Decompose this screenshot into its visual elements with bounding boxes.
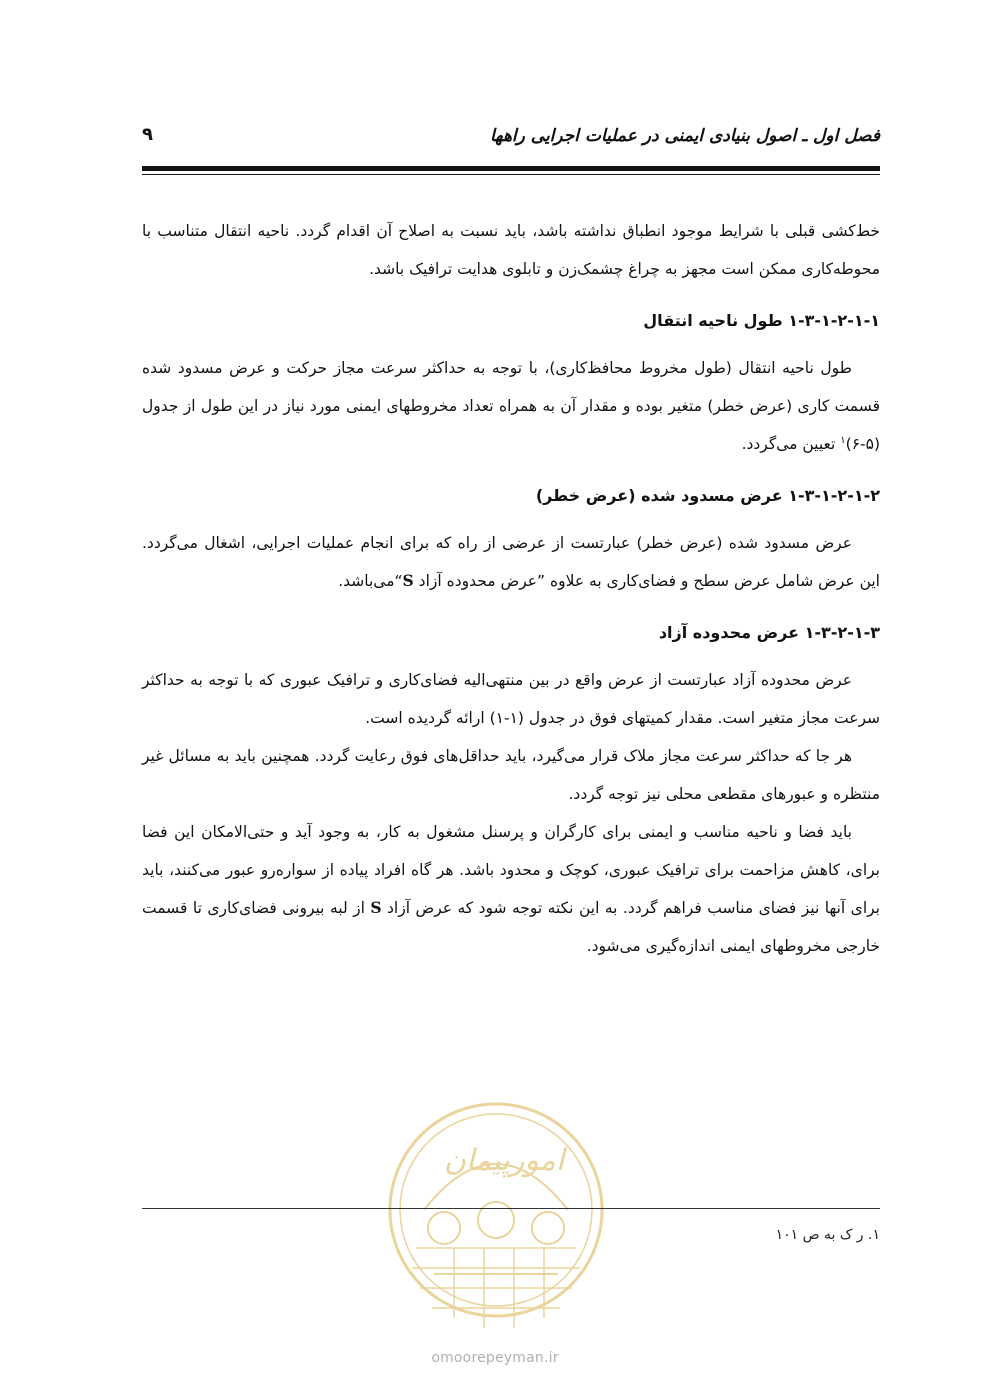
paragraph: هر جا که حداکثر سرعت مجاز ملاک قرار می‌گیرد، باید حداقل‌های فوق رعایت گردد. همچنین باید به مسائل غیر منتظره و عبورهای مقطعی محلی نیز توجه گردد. [142, 747, 880, 803]
footnote-marker[interactable]: ۱ [840, 434, 846, 446]
page-number: ۹ [142, 124, 153, 145]
paragraph-text: تعیین می‌گردد. [741, 435, 841, 453]
paragraph-text: “می‌باشد. [338, 572, 403, 590]
watermark-logo [384, 1098, 608, 1344]
body-text [142, 212, 880, 965]
paragraph [142, 813, 880, 965]
page-header [142, 122, 880, 152]
paragraph-text: از لبه بیرونی فضای‌کاری تا قسمت خارجی مخروطهای ایمنی اندازه‌گیری می‌شود. [142, 899, 880, 955]
paragraph-text: باید فضا و ناحیه مناسب و ایمنی برای کارگران و پرسنل مشغول به کار، به وجود آید و حتی‌الامکان این فضا برای، کاهش مزاحمت برای ترافیک عبوری، کوچک و محدود باشد. هر گاه افراد پیاده از سواره‌رو عبور می‌کنند، باید برای آنها نیز فضای مناسب فراهم گردد. به این نکته توجه شود که عرض آزاد [142, 823, 880, 917]
header-rule-thin [142, 174, 880, 175]
paragraph: عرض محدوده آزاد عبارتست از عرض واقع در بین منتهی‌الیه فضای‌کاری و ترافیک عبوری که با توجه به حداکثر سرعت مجاز متغیر است. مقدار کمیتهای فوق در جدول (۱-۱) ارائه گردیده است. [142, 671, 880, 727]
section-heading: ۱-۳-۱-۲-۱-۱ طول ناحیه انتقال [643, 311, 880, 330]
header-rule-thick [142, 166, 880, 171]
paragraph: خط‌کشی قبلی با شرایط موجود انطباق نداشته باشد، باید نسبت به اصلاح آن اقدام گردد. ناحیه انتقال متناسب با محوطه‌کاری ممکن است مجهز به چراغ چشمک‌زن و تابلوی هدایت ترافیک باشد. [142, 222, 880, 278]
section-heading: ۱-۳-۱-۲-۱-۲ عرض مسدود شده (عرض خطر) [535, 486, 880, 505]
watermark-site: omoorepeyman.ir [431, 1350, 559, 1366]
footnote: ۱. ر ک به ص ۱۰۱ [775, 1227, 880, 1243]
paragraph [142, 349, 880, 463]
paragraph-text: طول ناحیه انتقال (طول مخروط محافظ‌کاری)، با توجه به حداکثر سرعت مجاز حرکت و عرض مسدود شده قسمت کاری (عرض خطر) متغیر بوده و مقدار آن به همراه تعداد مخروطهای ایمنی مورد نیاز در این طول از جدول (۵-۶) [142, 359, 880, 453]
running-title: فصل اول ـ اصول بنیادی ایمنی در عملیات اجرایی راهها [489, 126, 880, 146]
paragraph-text: عرض مسدود شده (عرض خطر) عبارتست از عرضی از راه که برای انجام عملیات اجرایی، اشغال می‌گردد. این عرض شامل عرض سطح و فضای‌کاری به علاوه ”عرض محدوده آزاد [142, 534, 880, 590]
symbol-s: S [402, 571, 414, 590]
paragraph [142, 524, 880, 600]
watermark-logo-text: امورپیمان [443, 1143, 565, 1178]
section-heading: ۱-۳-۲-۱-۳ عرض محدوده آزاد [658, 623, 880, 642]
footnote-rule [142, 1208, 880, 1209]
symbol-s: S [370, 898, 382, 917]
